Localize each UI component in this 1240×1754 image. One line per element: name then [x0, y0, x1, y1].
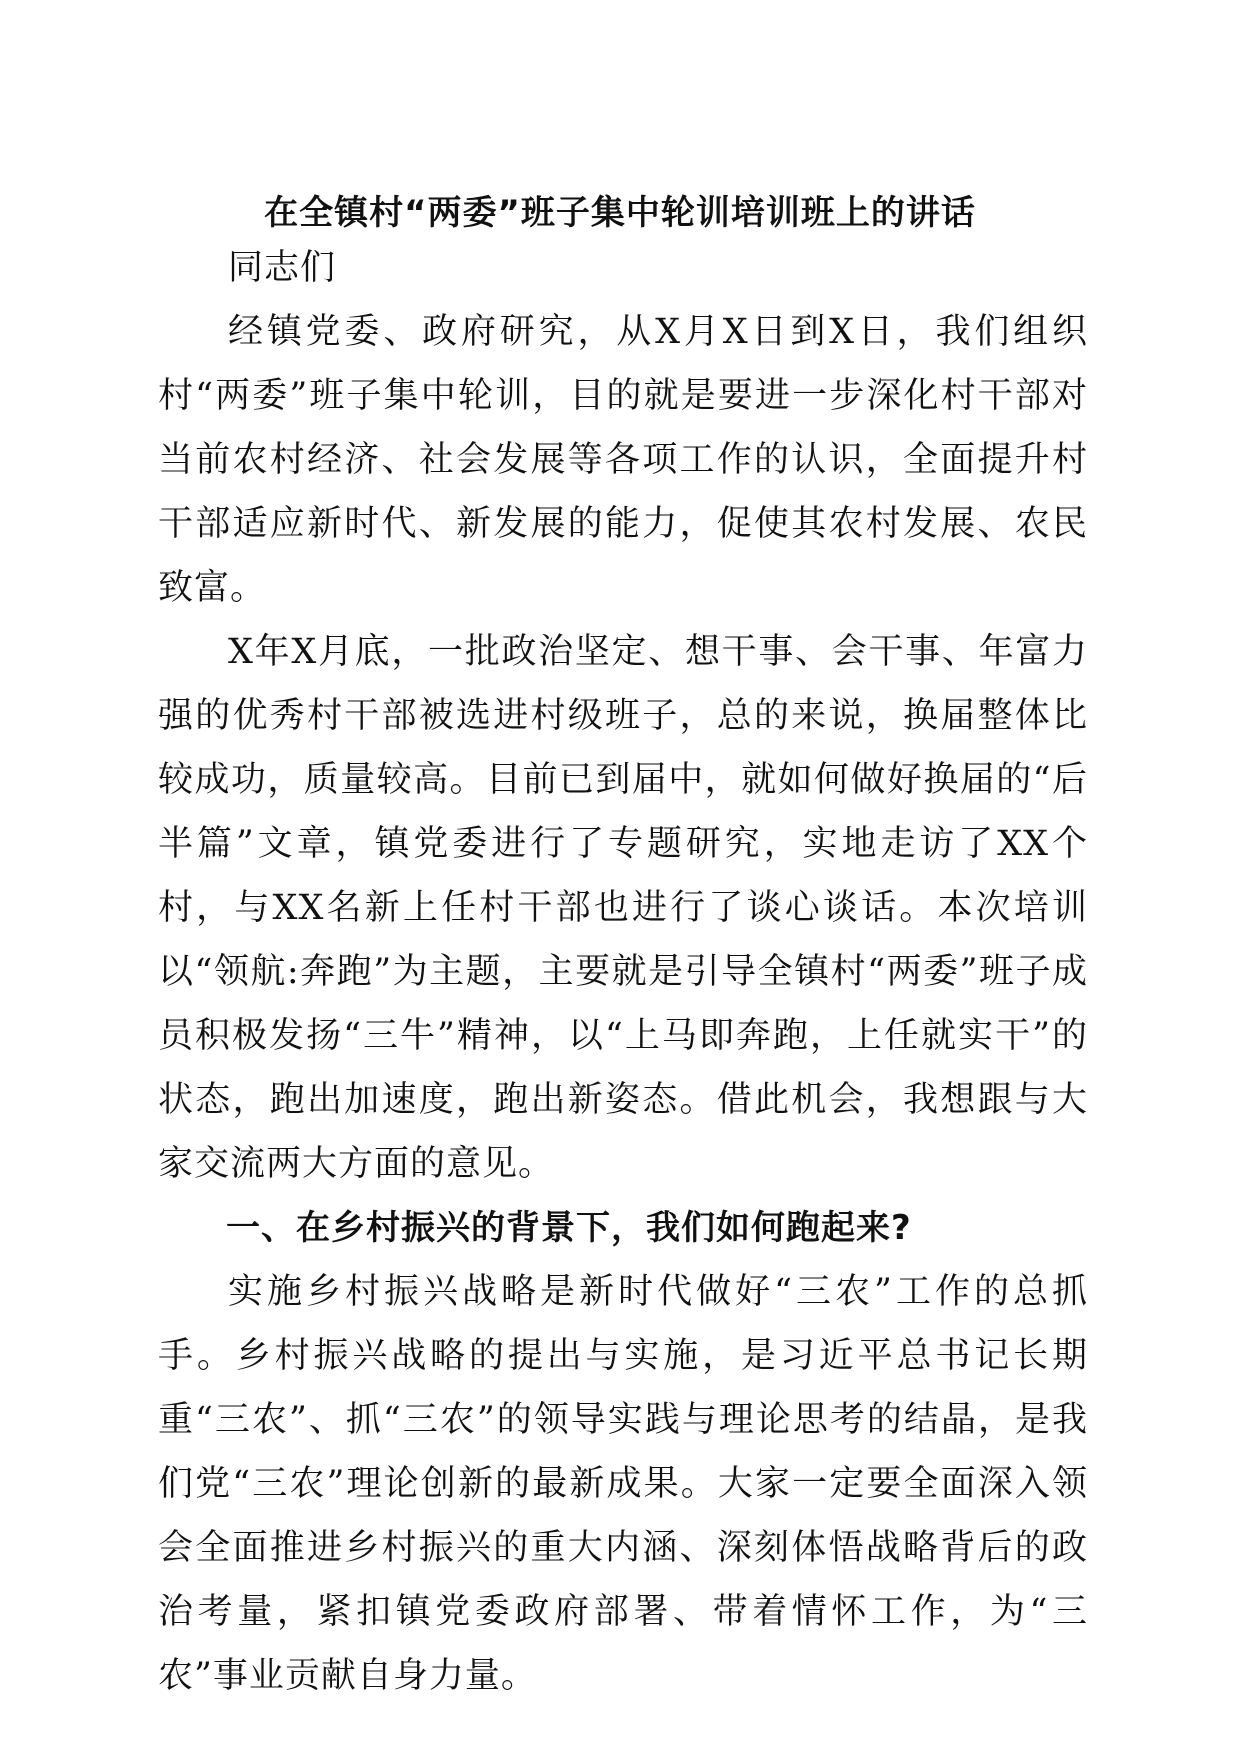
document-body: [158, 236, 1088, 1708]
body-paragraph: 经镇党委、政府研究，从X月X日到X日，我们组织村“两委”班子集中轮训，目的就是要进一步深化村干部对当前农村经济、社会发展等各项工作的认识，全面提升村干部适应新时代、新发展的能力，促使其农村发展、农民致富。: [158, 312, 1088, 608]
body-paragraph: X年X月底，一批政治坚定、想干事、会干事、年富力强的优秀村干部被选进村级班子，总的来说，换届整体比较成功，质量较高。目前已到届中，就如何做好换届的“后半篇”文章，镇党委进行了专题研究，实地走访了XX个村，与XX名新上任村干部也进行了谈心谈话。本次培训以“领航:奔跑”为主题，主要就是引导全镇村“两委”班子成员积极发扬“三牛”精神，以“上马即奔跑，上任就实干”的状态，跑出加速度，跑出新姿态。借此机会，我想跟与大家交流两大方面的意见。: [158, 632, 1088, 1184]
section-paragraph: 实施乡村振兴战略是新时代做好“三农”工作的总抓手。乡村振兴战略的提出与实施，是习近平总书记长期重“三农”、抓“三农”的领导实践与理论思考的结晶，是我们党“三农”理论创新的最新成果。大家一定要全面深入领会全面推进乡村振兴的重大内涵、深刻体悟战略背后的政治考量，紧扣镇党委政府部署、带着情怀工作，为“三农”事业贡献自身力量。: [158, 1272, 1088, 1696]
document-title: 在全镇村“两委”班子集中轮训培训班上的讲话: [264, 193, 976, 233]
section-heading: 一、在乡村振兴的背景下，我们如何跑起来?: [226, 1208, 912, 1248]
salutation: 同志们: [228, 248, 337, 288]
